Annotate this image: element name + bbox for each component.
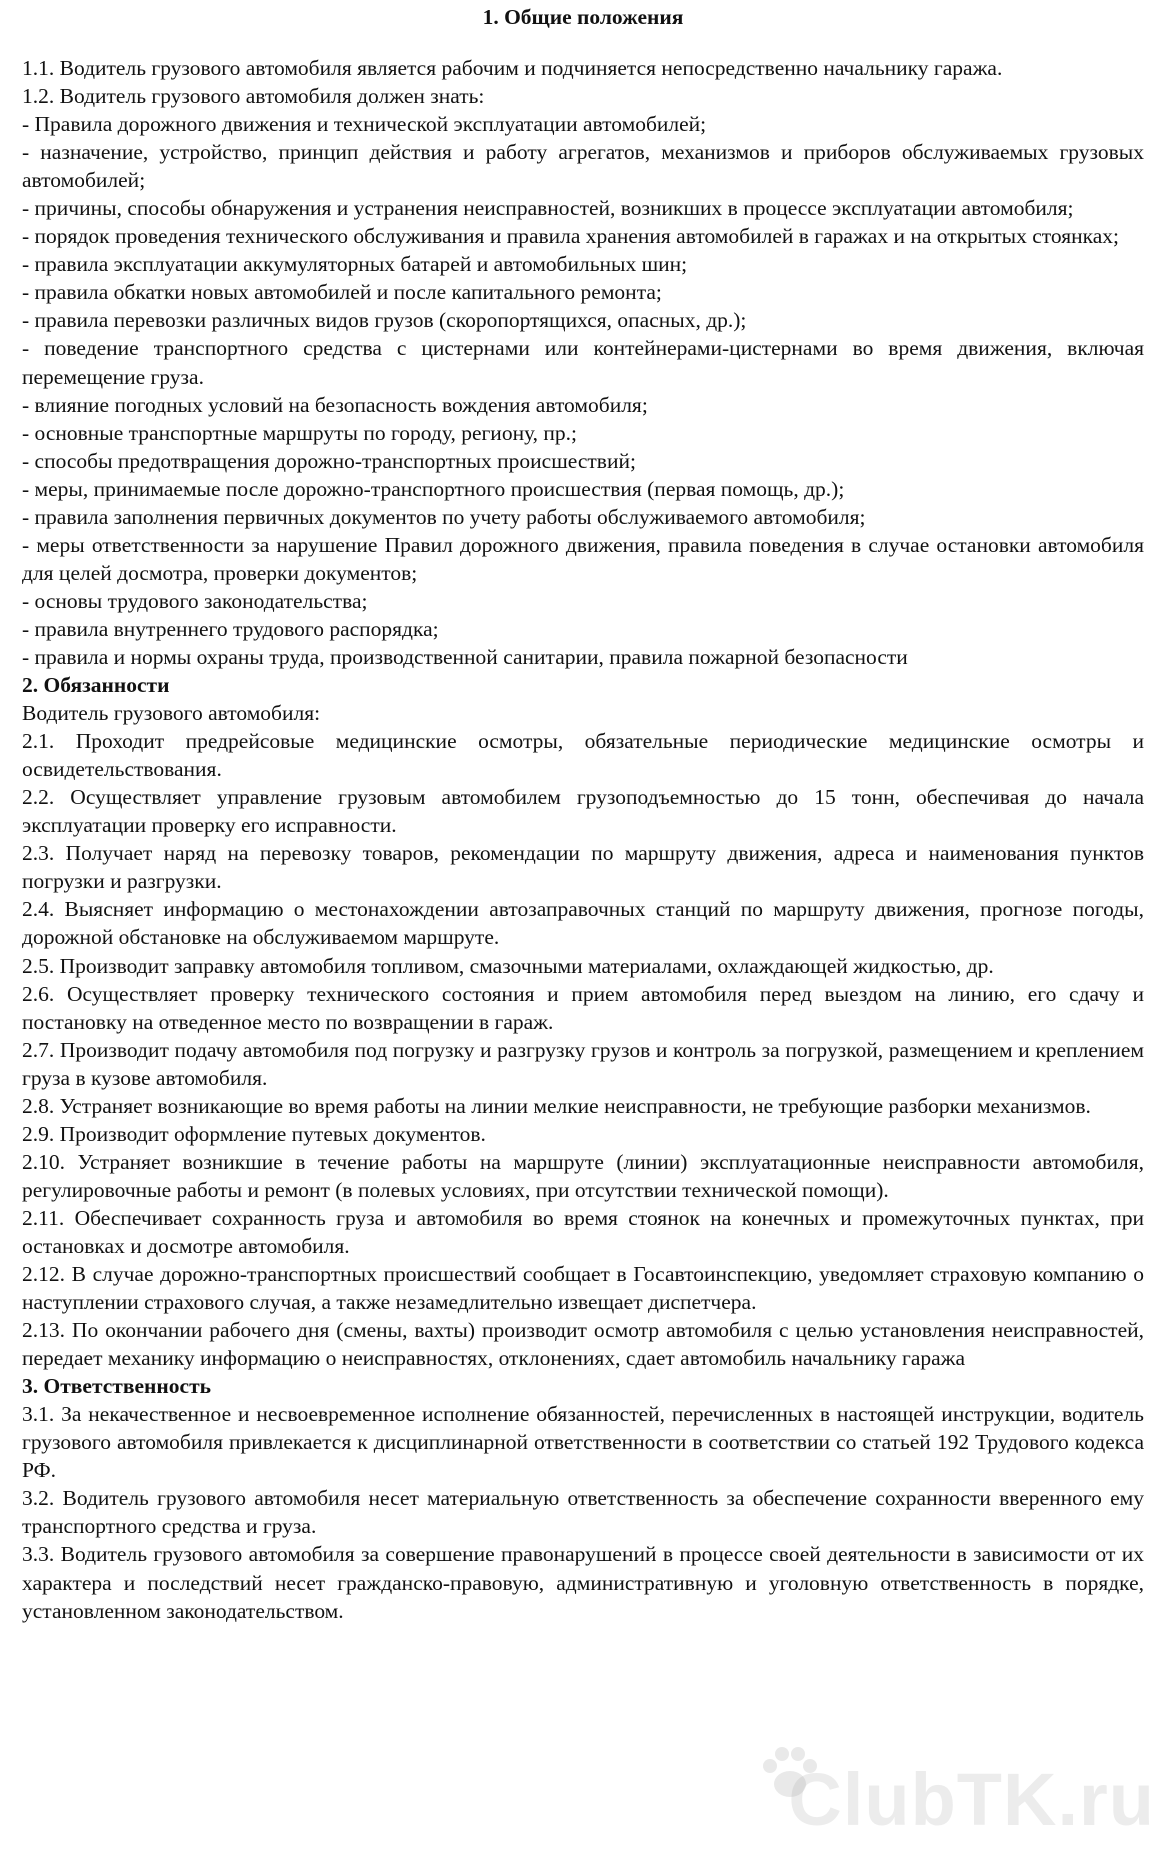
document-page [22,0,1144,1625]
paragraph-2-7: 2.7. Производит подачу автомобиля под погрузку и разгрузку грузов и контроль за погрузкой, размещением и креплением груза в кузове автомобиля. [22,1037,1144,1090]
paragraph-2-13: 2.13. По окончании рабочего дня (смены, вахты) производит осмотр автомобиля с целью установления неисправностей, передает механику информацию о неисправностях, отклонениях, сдает автомобиль начальнику гаража [22,1318,1144,1371]
list-item: - правила обкатки новых автомобилей и после капитального ремонта; [22,280,662,305]
paragraph-2-8: 2.8. Устраняет возникающие во время работы на линии мелкие неисправности, не требующие разборки механизмов. [22,1093,1091,1118]
list-item: - способы предотвращения дорожно-транспортных происшествий; [22,448,636,473]
paragraph-2-3: 2.3. Получает наряд на перевозку товаров, рекомендации по маршруту движения, адреса и наименования пунктов погрузки и разгрузки. [22,841,1144,894]
paragraph-2-2: 2.2. Осуществляет управление грузовым автомобилем грузоподъемностью до 15 тонн, обеспечивая до начала эксплуатации проверку его исправности. [22,785,1144,838]
list-item: - правила заполнения первичных документов по учету работы обслуживаемого автомобиля; [22,504,866,529]
paragraph-3-1: 3.1. За некачественное и несвоевременное исполнение обязанностей, перечисленных в настоящей инструкции, водитель грузового автомобиля привлекается к дисциплинарной ответственности в соответствии со статьей 192 Трудового кодекса РФ. [22,1402,1144,1483]
list-item: - основы трудового законодательства; [22,588,368,613]
list-item: - поведение транспортного средства с цистернами или контейнерами-цистернами во время движения, включая перемещение груза. [22,336,1144,389]
list-item: - меры ответственности за нарушение Правил дорожного движения, правила поведения в случае остановки автомобиля для целей досмотра, проверки документов; [22,532,1144,585]
paragraph-2-6: 2.6. Осуществляет проверку технического состояния и прием автомобиля перед выездом на линию, его сдачу и постановку на отведенное место по возвращении в гараж. [22,981,1144,1034]
list-item: - назначение, устройство, принцип действия и работу агрегатов, механизмов и приборов обслуживаемых грузовых автомобилей; [22,140,1144,193]
list-item: - основные транспортные маршруты по городу, региону, пр.; [22,420,578,445]
paragraph-2-11: 2.11. Обеспечивает сохранность груза и автомобиля во время стоянок на конечных и промежуточных пунктах, при остановках и досмотре автомобиля. [22,1205,1144,1258]
paragraph: Водитель грузового автомобиля: [22,701,321,726]
paw-logo-icon [755,1738,825,1808]
list-item: - причины, способы обнаружения и устранения неисправностей, возникших в процессе эксплуатации автомобиля; [22,196,1074,221]
paragraph-2-4: 2.4. Выясняет информацию о местонахождении автозаправочных станций по маршруту движения, прогнозе погоды, дорожной обстановке на обслуживаемом маршруте. [22,897,1144,950]
list-item: - правила внутреннего трудового распорядка; [22,616,439,641]
paragraph-2-10: 2.10. Устраняет возникшие в течение работы на маршруте (линии) эксплуатационные неисправности автомобиля, регулировочные работы и ремонт (в полевых условиях, при отсутствии технической помощи). [22,1149,1144,1202]
list-item: - влияние погодных условий на безопасность вождения автомобиля; [22,392,648,417]
list-item: - меры, принимаемые после дорожно-транспортного происшествия (первая помощь, др.); [22,476,845,501]
list-item: - порядок проведения технического обслуживания и правила хранения автомобилей в гаражах и на открытых стоянках; [22,224,1119,249]
paragraph-2-12: 2.12. В случае дорожно-транспортных происшествий сообщает в Госавтоинспекцию, уведомляет страховую компанию о наступлении страхового случая, а также незамедлительно извещает диспетчера. [22,1262,1144,1315]
section-1-body [22,54,1144,671]
paragraph-1-1: 1.1. Водитель грузового автомобиля является рабочим и подчиняется непосредственно начальнику гаража. [22,56,1003,80]
paragraph-3-3: 3.3. Водитель грузового автомобиля за совершение правонарушений в процессе своей деятельности в зависимости от их характера и последствий несет гражданско-правовую, административную и уголовную ответственность в порядке, установленном законодательством. [22,1542,1144,1623]
paragraph-2-9: 2.9. Производит оформление путевых документов. [22,1121,486,1146]
list-item: - правила перевозки различных видов грузов (скоропортящихся, опасных, др.); [22,308,747,333]
watermark: ClubTK.ru [788,1758,1155,1841]
list-item: - правила и нормы охраны труда, производственной санитарии, правила пожарной безопасности [22,644,908,669]
section-2-body [22,699,1144,1372]
section-1-title: 1. Общие положения [482,5,684,29]
paragraph-2-1: 2.1. Проходит предрейсовые медицинские осмотры, обязательные периодические медицинские осмотры и освидетельствования. [22,729,1144,782]
list-item: - правила эксплуатации аккумуляторных батарей и автомобильных шин; [22,252,688,277]
paragraph-1-2: 1.2. Водитель грузового автомобиля должен знать: [22,84,485,109]
list-item: - Правила дорожного движения и технической эксплуатации автомобилей; [22,112,707,137]
paragraph-2-5: 2.5. Производит заправку автомобиля топливом, смазочными материалами, охлаждающей жидкостью, др. [22,953,994,978]
section-3-heading: 3. Ответственность [22,1374,212,1399]
section-2-heading: 2. Обязанности [22,673,170,698]
section-3-body [22,1400,1144,1624]
paragraph-3-2: 3.2. Водитель грузового автомобиля несет материальную ответственность за обеспечение сохранности вверенного ему транспортного средства и груза. [22,1486,1144,1539]
